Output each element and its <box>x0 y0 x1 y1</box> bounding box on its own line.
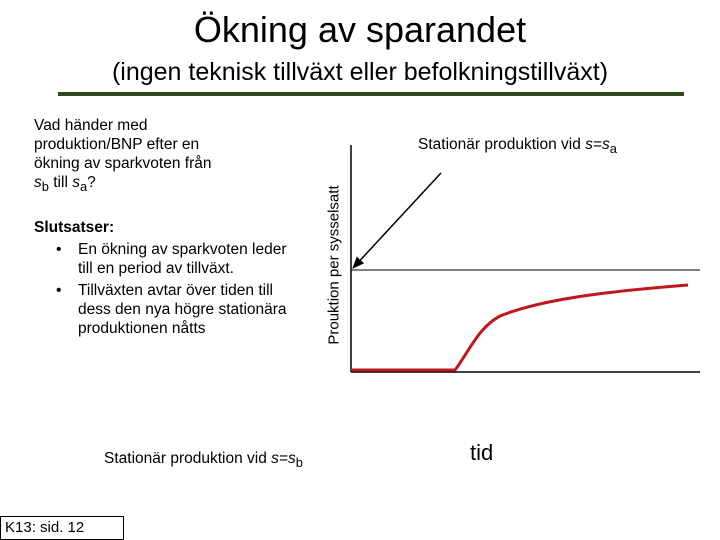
from-sub: b <box>41 179 49 195</box>
conclusions-heading: Slutsatser: <box>34 219 115 236</box>
slide-subtitle: (ingen teknisk tillväxt eller befolkningstillväxt) <box>111 58 609 86</box>
conclusion-text-2: Tillväxten avtar över tiden till dess den nya högre stationära produktionen nåtts <box>78 282 287 337</box>
production-curve <box>351 285 688 370</box>
question-line-3: ökning av sparkvoten från <box>34 155 212 172</box>
question-middle: till <box>48 174 73 191</box>
y-axis-label: Prouktion per sysselsatt <box>325 185 343 345</box>
to-sub: a <box>79 179 88 195</box>
label-sb-text: Stationär produktion vid <box>104 450 272 467</box>
label-steady-state-a <box>418 136 617 156</box>
slide-title: Ökning av sparandet <box>193 9 527 50</box>
label-sa-sub: a <box>609 141 617 157</box>
question-end: ? <box>87 174 96 191</box>
pointer-arrow <box>353 173 441 268</box>
label-sb-var: s=s <box>271 450 296 467</box>
label-steady-state-b <box>104 450 303 470</box>
question-line-2: produktion/BNP efter en <box>34 136 200 153</box>
label-sa-text: Stationär produktion vid <box>418 136 586 153</box>
from-var: s <box>34 174 42 191</box>
y-axis-label-wrap <box>322 160 346 370</box>
question-line-1: Vad händer med <box>34 117 148 134</box>
conclusion-text-1: En ökning av sparkvoten leder till en period av tillväxt. <box>78 241 287 277</box>
to-var: s <box>72 174 80 191</box>
label-sa-var: s=s <box>585 136 610 153</box>
bullet: • <box>56 241 62 258</box>
label-sb-sub: b <box>295 455 303 471</box>
bullet: • <box>56 282 62 299</box>
x-axis-label: tid <box>470 440 494 465</box>
page-reference: K13: sid. 12 <box>0 516 124 540</box>
